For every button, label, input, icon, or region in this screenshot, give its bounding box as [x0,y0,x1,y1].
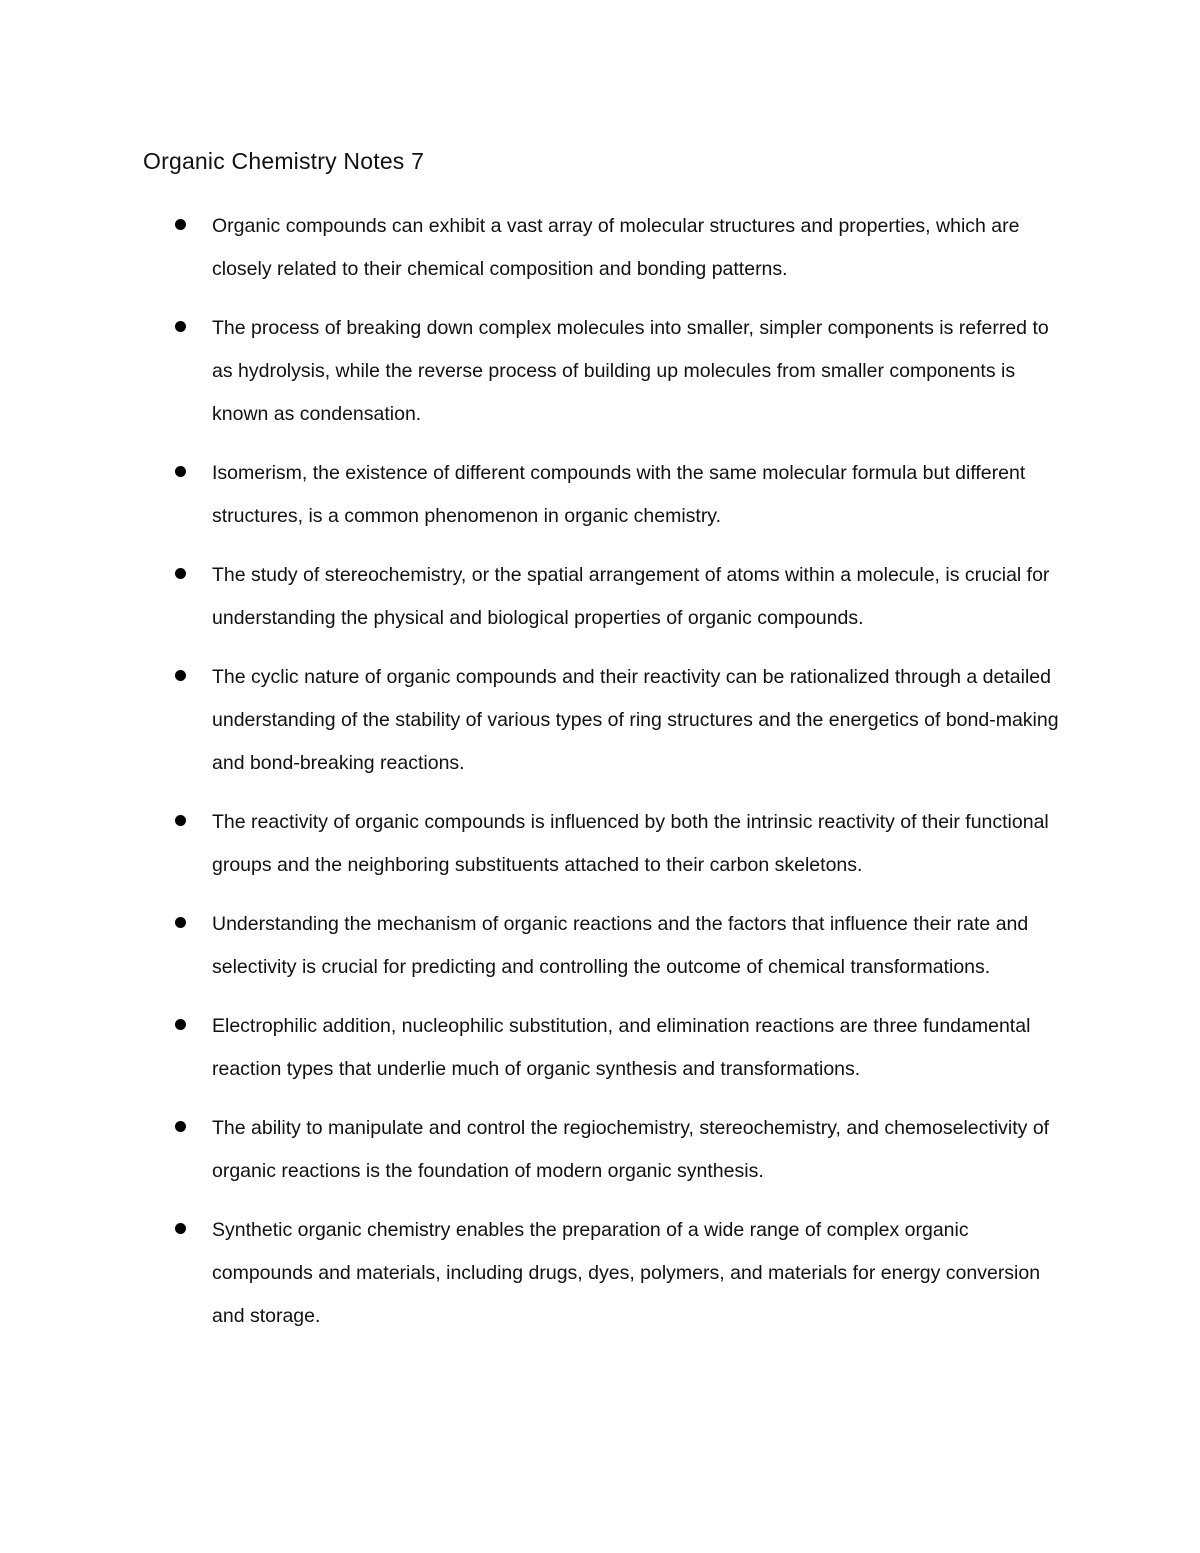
page-title: Organic Chemistry Notes 7 [143,148,425,174]
bullet-text: The reactivity of organic compounds is influenced by both the intrinsic reactivity of their functional groups and the neighboring substituents attached to their carbon skeletons. [212,811,1049,876]
list-item [0,801,1200,887]
bullet-text: Isomerism, the existence of different compounds with the same molecular formula but different structures, is a common phenomenon in organic chemistry. [212,462,1026,527]
bullet-dot-icon [175,815,186,826]
list-item [0,903,1200,989]
bullet-text: Organic compounds can exhibit a vast array of molecular structures and properties, which are closely related to their chemical composition and bonding patterns. [212,215,1020,280]
bullet-text: Synthetic organic chemistry enables the preparation of a wide range of complex organic compounds and materials, including drugs, dyes, polymers, and materials for energy conversion and storage. [212,1219,1041,1327]
bullet-text: The study of stereochemistry, or the spatial arrangement of atoms within a molecule, is crucial for understanding the physical and biological properties of organic compounds. [212,564,1050,629]
list-item [0,554,1200,640]
bullet-text: The process of breaking down complex molecules into smaller, simpler components is referred to as hydrolysis, while the reverse process of building up molecules from smaller components is known as condensation. [212,317,1049,425]
list-item [0,1209,1200,1338]
list-item [0,452,1200,538]
list-item [0,205,1200,291]
list-item [0,656,1200,785]
bullet-dot-icon [175,1019,186,1030]
bullet-dot-icon [175,1223,186,1234]
bullet-text: Electrophilic addition, nucleophilic substitution, and elimination reactions are three fundamental reaction types that underlie much of organic synthesis and transformations. [212,1015,1031,1080]
bullet-dot-icon [175,466,186,477]
list-item [0,307,1200,436]
bullet-list [0,205,1200,1354]
bullet-dot-icon [175,917,186,928]
bullet-dot-icon [175,219,186,230]
bullet-dot-icon [175,321,186,332]
list-item [0,1107,1200,1193]
bullet-text: The cyclic nature of organic compounds and their reactivity can be rationalized through a detailed understanding of the stability of various types of ring structures and the energetics of bond-making and bond-breaking reactions. [212,666,1059,774]
list-item [0,1005,1200,1091]
bullet-dot-icon [175,568,186,579]
bullet-text: The ability to manipulate and control the regiochemistry, stereochemistry, and chemoselectivity of organic reactions is the foundation of modern organic synthesis. [212,1117,1050,1182]
bullet-dot-icon [175,1121,186,1132]
bullet-text: Understanding the mechanism of organic reactions and the factors that influence their rate and selectivity is crucial for predicting and controlling the outcome of chemical transformations. [212,913,1029,978]
bullet-dot-icon [175,670,186,681]
